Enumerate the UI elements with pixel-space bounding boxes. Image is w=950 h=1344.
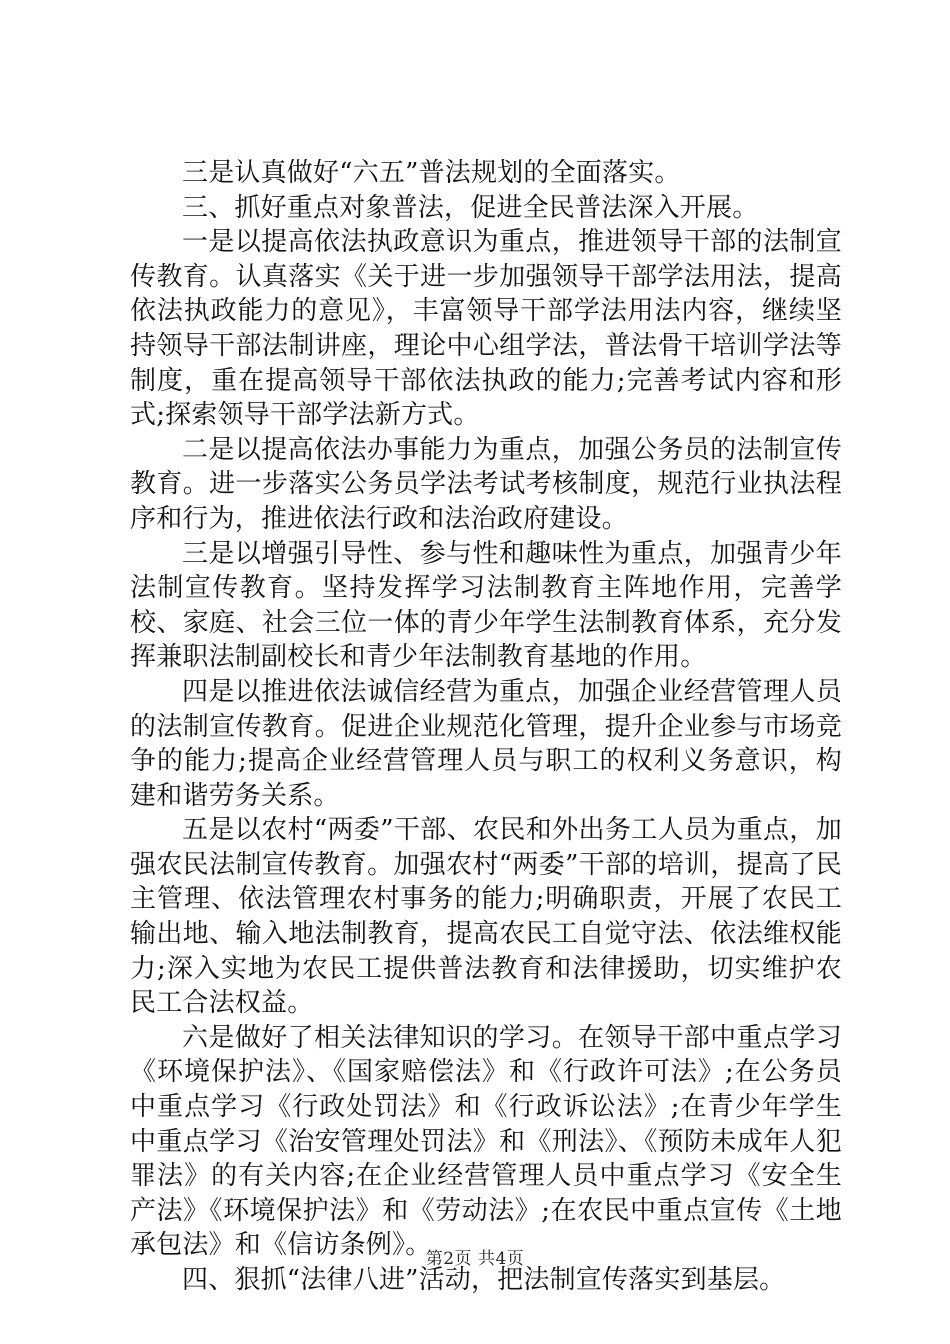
page-number-footer: 第2页 共4页 <box>425 1249 525 1269</box>
paragraph-8: 六是做好了相关法律知识的学习。在领导干部中重点学习《环境保护法》、《国家赔偿法》和《行政许可法》;在公务员中重点学习《行政处罚法》和《行政诉讼法》;在青少年学生中重点学习《治安管理处罚法》和《刑法》、《预防未成年人犯罪法》的有关内容;在企业经营管理人员中重点学习《安全生产法》《环境保护法》和《劳动法》;在农民中重点宣传《土地承包法》和《信访条例》。 <box>130 1022 842 1261</box>
document-body <box>130 156 842 1298</box>
paragraph-7: 五是以农村“两委”干部、农民和外出务工人员为重点，加强农民法制宣传教育。加强农村“两委”干部的培训，提高了民主管理、依法管理农村事务的能力;明确职责，开展了农民工输出地、输入地法制教育，提高农民工自觉守法、依法维权能力;深入实地为农民工提供普法教育和法律援助，切实维护农民工合法权益。 <box>130 815 842 1019</box>
paragraph-1: 三是认真做好“六五”普法规划的全面落实。 <box>182 158 681 188</box>
paragraph-3: 一是以提高依法执政意识为重点，推进领导干部的法制宣传教育。认真落实《关于进一步加强领导干部学法用法，提高依法执政能力的意见》，丰富领导干部学法用法内容，继续坚持领导干部法制讲座，理论中心组学法，普法骨干培训学法等制度，重在提高领导干部依法执政的能力;完善考试内容和形式;探索领导干部学法新方式。 <box>130 227 842 431</box>
paragraph-4: 二是以提高依法办事能力为重点，加强公务员的法制宣传教育。进一步落实公务员学法考试考核制度，规范行业执法程序和行为，推进依法行政和法治政府建设。 <box>130 434 842 534</box>
paragraph-9-section-heading: 四、狠抓“法律八进”活动，把法制宣传落实到基层。 <box>182 1265 786 1295</box>
paragraph-5: 三是以增强引导性、参与性和趣味性为重点，加强青少年法制宣传教育。坚持发挥学习法制教育主阵地作用，完善学校、家庭、社会三位一体的青少年学生法制教育体系，充分发挥兼职法制副校长和青少年法制教育基地的作用。 <box>130 538 842 673</box>
paragraph-2-section-heading: 三、抓好重点对象普法，促进全民普法深入开展。 <box>182 192 759 223</box>
paragraph-6: 四是以推进依法诚信经营为重点，加强企业经营管理人员的法制宣传教育。促进企业规范化管理，提升企业参与市场竞争的能力;提高企业经营管理人员与职工的权利义务意识，构建和谐劳务关系。 <box>130 676 842 811</box>
